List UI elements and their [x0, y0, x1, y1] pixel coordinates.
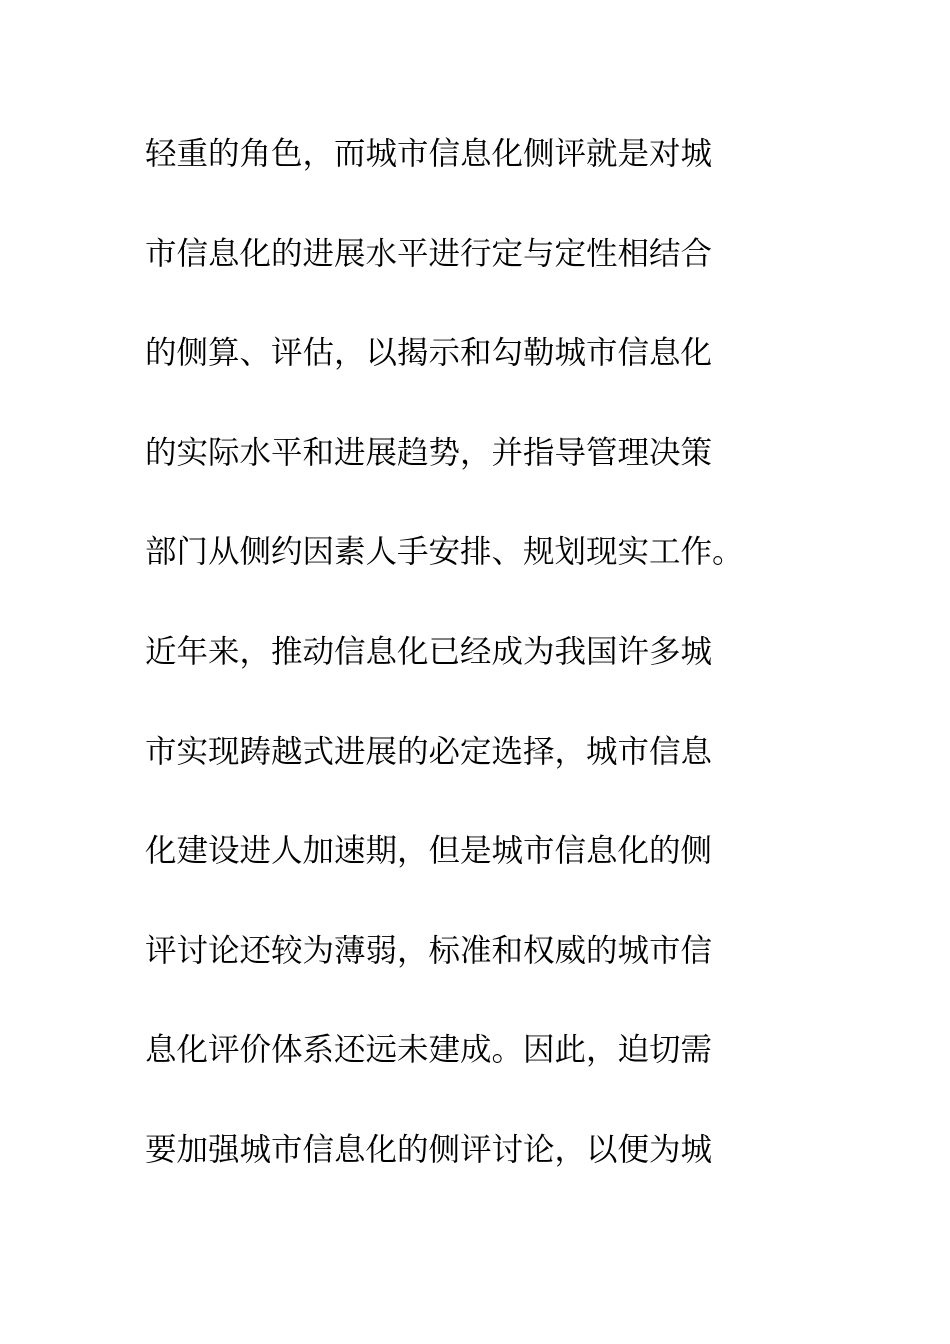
- body-text: [145, 126, 825, 1222]
- text-line: 近年来，推动信息化已经成为我国许多城: [145, 633, 713, 670]
- text-line: 息化评价体系还远未建成。因此，迫切需: [145, 1032, 713, 1069]
- text-line: 市实现踌越式进展的必定选择，城市信息: [145, 733, 713, 770]
- text-line: 的实际水平和进展趋势，并指导管理决策: [145, 434, 713, 471]
- text-line: 化建设进人加速期，但是城市信息化的侧: [145, 833, 713, 870]
- text-line: 部门从侧约因素人手安排、规划现实工作。: [145, 534, 744, 571]
- text-line: 评讨论还较为薄弱，标准和权威的城市信: [145, 932, 713, 969]
- text-line: 的侧算、评估，以揭示和勾勒城市信息化: [145, 335, 713, 372]
- text-line: 市信息化的进展水平进行定与定性相结合: [145, 235, 713, 272]
- text-line: 要加强城市信息化的侧评讨论，以便为城: [145, 1131, 713, 1168]
- text-line: 轻重的角色，而城市信息化侧评就是对城: [145, 136, 713, 172]
